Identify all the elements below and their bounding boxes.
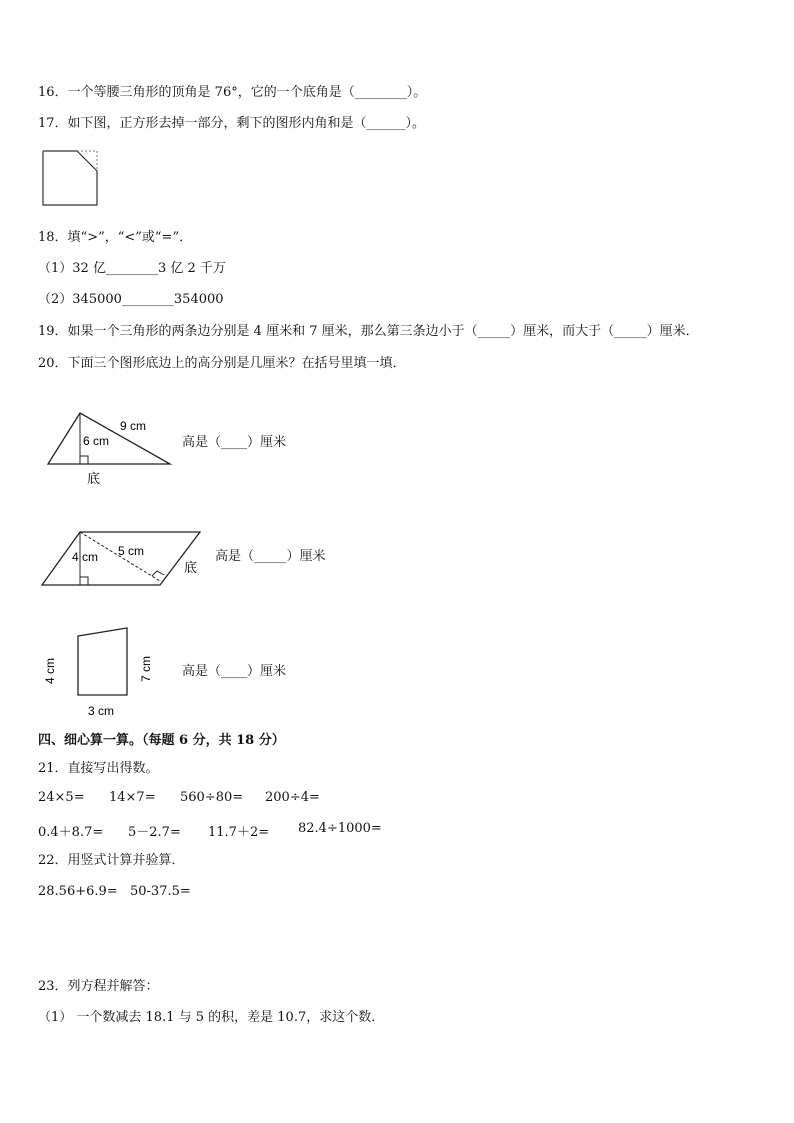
calc-item: 28.56+6.9= — [38, 884, 118, 899]
triangle-figure — [44, 410, 179, 496]
triangle-side-label: 9 cm — [120, 419, 147, 433]
section-4-heading: 四、细心算一算。（每题 6 分，共 18 分） — [38, 733, 285, 748]
calc-item: 5－2.7= — [128, 825, 181, 840]
question-21: 21．直接写出得数。 — [38, 761, 159, 776]
calc-item: 560÷80= — [180, 790, 244, 805]
trapezoid-answer: 高是（____）厘米 — [182, 664, 287, 679]
question-18-2: （2）345000________354000 — [38, 292, 224, 307]
question-22: 22．用竖式计算并验算． — [38, 853, 185, 868]
calc-item: 82.4÷1000= — [298, 821, 382, 836]
question-23: 23．列方程并解答： — [38, 979, 159, 994]
question-16: 16．一个等腰三角形的顶角是 76°，它的一个底角是（________）。 — [38, 85, 427, 100]
trapezoid-figure — [38, 624, 158, 724]
parallelogram-base-label: 底 — [184, 560, 198, 575]
square-cut-figure — [40, 148, 102, 212]
question-19: 19．如果一个三角形的两条边分别是 4 厘米和 7 厘米，那么第三条边小于（_____）厘米，而大于（_____）厘米． — [38, 324, 699, 339]
question-20: 20．下面三个图形底边上的高分别是几厘米？在括号里填一填． — [38, 356, 406, 371]
trapezoid-left-label: 4 cm — [43, 657, 57, 684]
question-18-1: （1）32 亿________3 亿 2 千万 — [38, 261, 226, 276]
calc-item: 24×5= — [38, 790, 85, 805]
question-18: 18．填“>”，“<”或“=”． — [38, 230, 193, 245]
trapezoid-right-label: 7 cm — [139, 655, 153, 682]
trapezoid-bottom-label: 3 cm — [88, 704, 115, 718]
triangle-answer: 高是（____）厘米 — [182, 435, 287, 450]
question-23-1: （1） 一个数减去 18.1 与 5 的积，差是 10.7，求这个数． — [38, 1010, 385, 1025]
parallelogram-height-label: 4 cm — [72, 550, 99, 564]
calc-item: 50-37.5= — [130, 884, 191, 899]
calc-item: 14×7= — [109, 790, 156, 805]
calc-item: 200÷4= — [265, 790, 320, 805]
triangle-base-label: 底 — [87, 471, 101, 486]
parallelogram-answer: 高是（_____）厘米 — [215, 549, 326, 564]
calc-item: 11.7＋2= — [208, 825, 270, 840]
question-17: 17．如下图，正方形去掉一部分，剩下的图形内角和是（______）。 — [38, 116, 426, 131]
parallelogram-diagonal-label: 5 cm — [118, 544, 145, 558]
calc-item: 0.4＋8.7= — [38, 825, 104, 840]
triangle-height-label: 6 cm — [83, 434, 110, 448]
parallelogram-figure — [38, 528, 210, 594]
